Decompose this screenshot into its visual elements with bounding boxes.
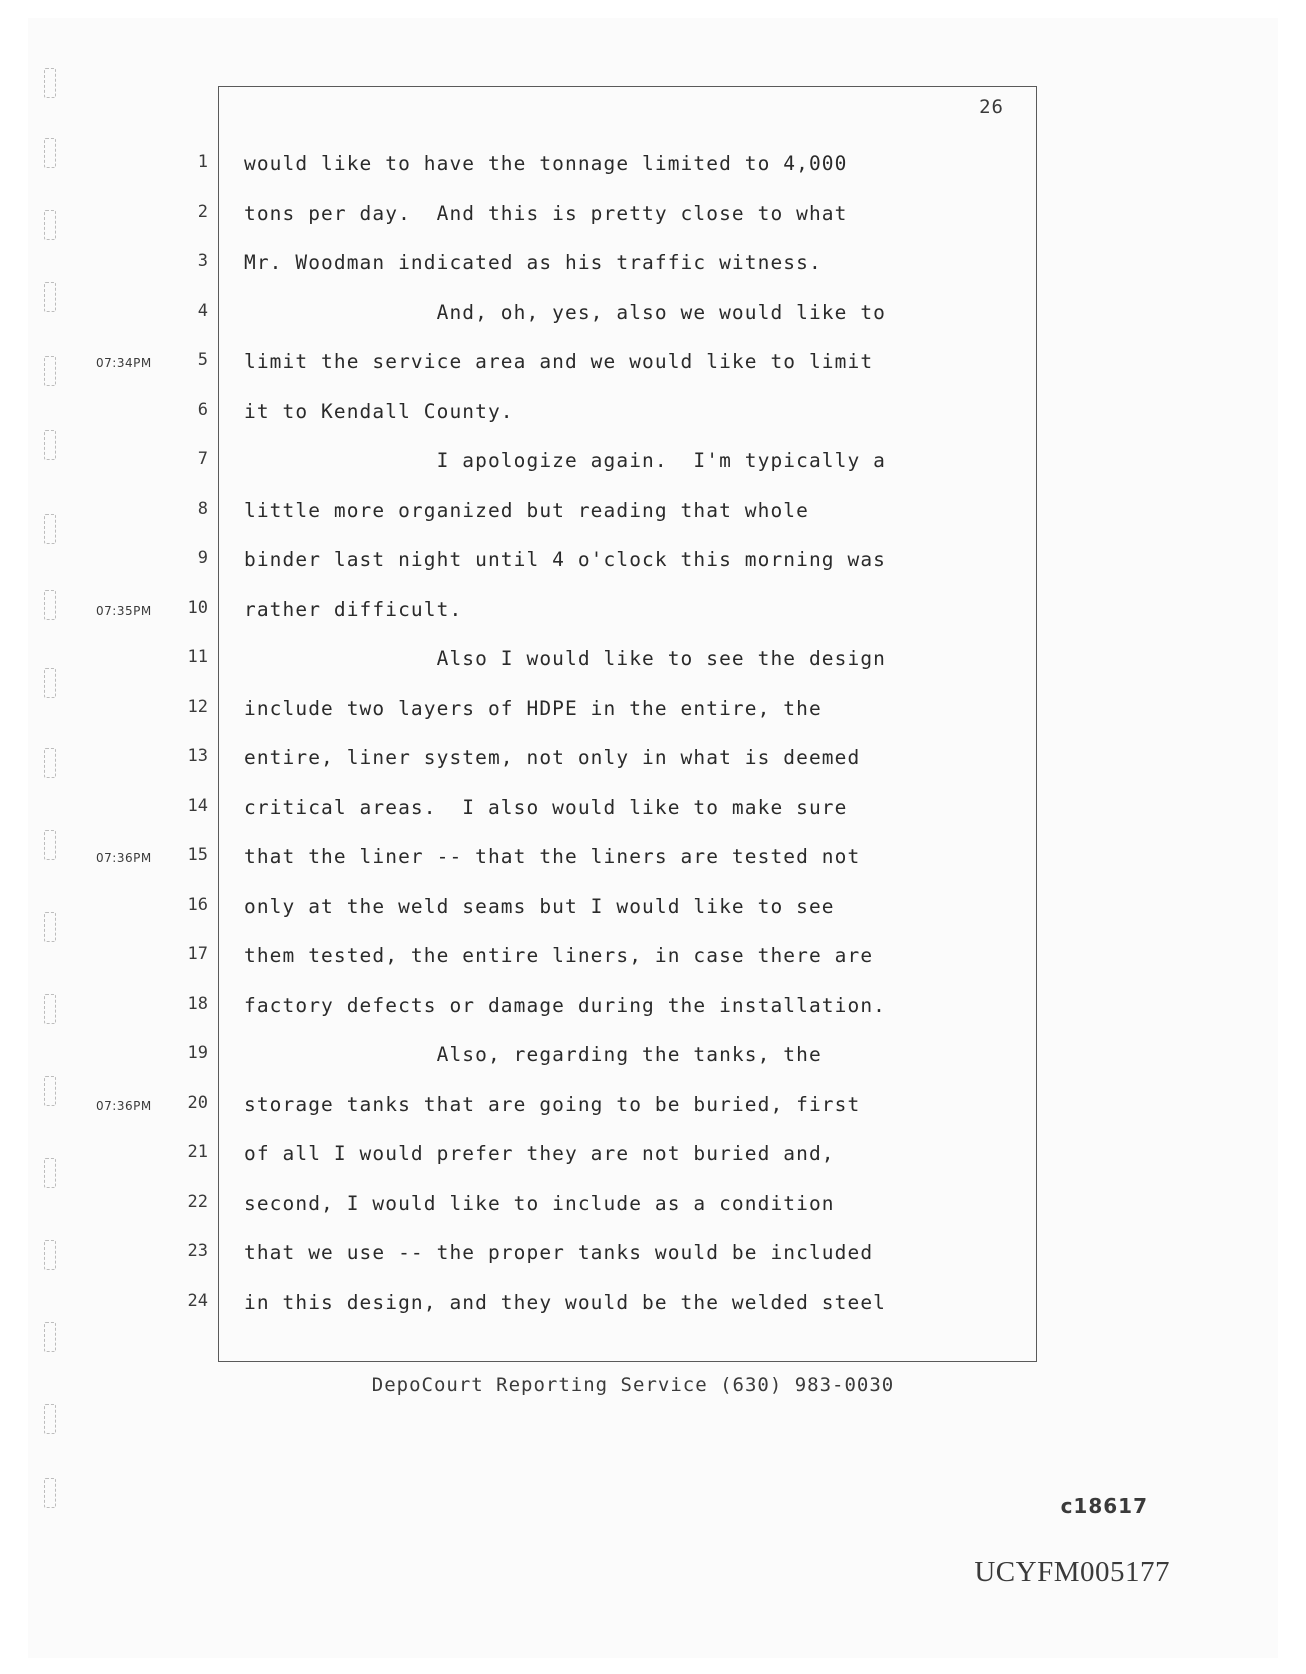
line-number: 14 — [187, 795, 208, 816]
line-number: 17 — [187, 944, 208, 964]
line-number: 2 — [197, 201, 208, 222]
line-text: second, I would like to include as a condition — [244, 1191, 835, 1215]
transcript-line — [0, 598, 1306, 628]
transcript-line — [0, 895, 1306, 925]
transcript-line — [0, 499, 1306, 529]
transcript-line — [0, 548, 1306, 578]
line-text: entire, liner system, not only in what is deemed — [244, 746, 861, 769]
line-number: 13 — [187, 746, 208, 766]
transcript-line — [0, 845, 1306, 875]
line-text: that the liner -- that the liners are tested not — [244, 845, 861, 868]
line-text: binder last night until 4 o'clock this morning was — [244, 548, 886, 571]
transcript-line — [0, 1142, 1306, 1172]
line-text: include two layers of HDPE in the entire, the — [244, 696, 822, 720]
line-number: 8 — [197, 498, 208, 519]
page-number: 26 — [979, 96, 1004, 118]
transcript-line — [0, 1291, 1306, 1321]
line-number: 10 — [187, 597, 208, 618]
line-number: 1 — [197, 152, 208, 172]
line-text: that we use -- the proper tanks would be included — [244, 1241, 874, 1264]
line-text: critical areas. I also would like to make sure — [244, 795, 848, 819]
punch-hole — [44, 1478, 56, 1508]
line-text: them tested, the entire liners, in case there are — [244, 944, 874, 967]
line-timestamp: 07:34PM — [96, 356, 152, 370]
transcript-line — [0, 251, 1306, 281]
line-text: I apologize again. I'm typically a — [244, 449, 886, 472]
bates-number: UCYFM005177 — [974, 1556, 1170, 1588]
transcript-line — [0, 994, 1306, 1024]
line-text: storage tanks that are going to be buried, first — [244, 1092, 861, 1116]
line-number: 9 — [197, 548, 208, 568]
transcript-line — [0, 152, 1306, 182]
line-timestamp: 07:36PM — [96, 1098, 152, 1113]
line-number: 15 — [187, 845, 208, 865]
line-text: of all I would prefer they are not buried and, — [244, 1142, 835, 1165]
line-text: rather difficult. — [244, 597, 463, 621]
line-number: 23 — [187, 1241, 208, 1261]
transcript-line — [0, 647, 1306, 677]
line-number: 20 — [187, 1092, 208, 1113]
line-text: little more organized but reading that whole — [244, 498, 809, 522]
transcript-line — [0, 1043, 1306, 1073]
line-text: Also I would like to see the design — [244, 647, 886, 670]
line-number: 6 — [197, 399, 208, 420]
punch-hole — [44, 1404, 56, 1434]
line-text: tons per day. And this is pretty close to what — [244, 201, 848, 225]
transcript-line — [0, 202, 1306, 232]
line-text: it to Kendall County. — [244, 399, 514, 423]
transcript-line — [0, 1241, 1306, 1271]
line-text: Also, regarding the tanks, the — [244, 1043, 822, 1066]
punch-hole — [44, 1322, 56, 1352]
transcript-line — [0, 746, 1306, 776]
line-number: 22 — [187, 1191, 208, 1212]
punch-hole — [44, 68, 56, 98]
line-number: 11 — [187, 647, 208, 667]
line-number: 18 — [187, 993, 208, 1014]
transcript-line — [0, 350, 1306, 380]
document-stamp-code: c18617 — [1060, 1494, 1148, 1518]
line-text: Mr. Woodman indicated as his traffic witness. — [244, 251, 822, 274]
line-number: 19 — [187, 1043, 208, 1063]
line-text: limit the service area and we would like to limit — [244, 350, 874, 373]
line-timestamp: 07:35PM — [96, 603, 152, 618]
line-number: 24 — [187, 1290, 208, 1311]
transcript-line — [0, 449, 1306, 479]
line-text: only at the weld seams but I would like to see — [244, 894, 835, 918]
transcript-line — [0, 796, 1306, 826]
line-text: in this design, and they would be the welded steel — [244, 1290, 886, 1314]
line-text: factory defects or damage during the installation. — [244, 993, 886, 1017]
line-timestamp: 07:36PM — [96, 851, 152, 865]
line-number: 16 — [187, 894, 208, 915]
line-text: And, oh, yes, also we would like to — [244, 300, 886, 324]
transcript-line — [0, 944, 1306, 974]
line-number: 7 — [197, 449, 208, 469]
transcript-line — [0, 1192, 1306, 1222]
line-number: 5 — [197, 350, 208, 370]
transcript-line — [0, 301, 1306, 331]
line-number: 12 — [187, 696, 208, 717]
line-number: 4 — [197, 300, 208, 321]
reporting-service-footer: DepoCourt Reporting Service (630) 983-0030 — [371, 1374, 895, 1396]
line-number: 21 — [187, 1142, 208, 1162]
transcript-line — [0, 697, 1306, 727]
line-text: would like to have the tonnage limited to 4,000 — [244, 152, 848, 175]
line-number: 3 — [197, 251, 208, 271]
transcript-line — [0, 400, 1306, 430]
transcript-line — [0, 1093, 1306, 1123]
